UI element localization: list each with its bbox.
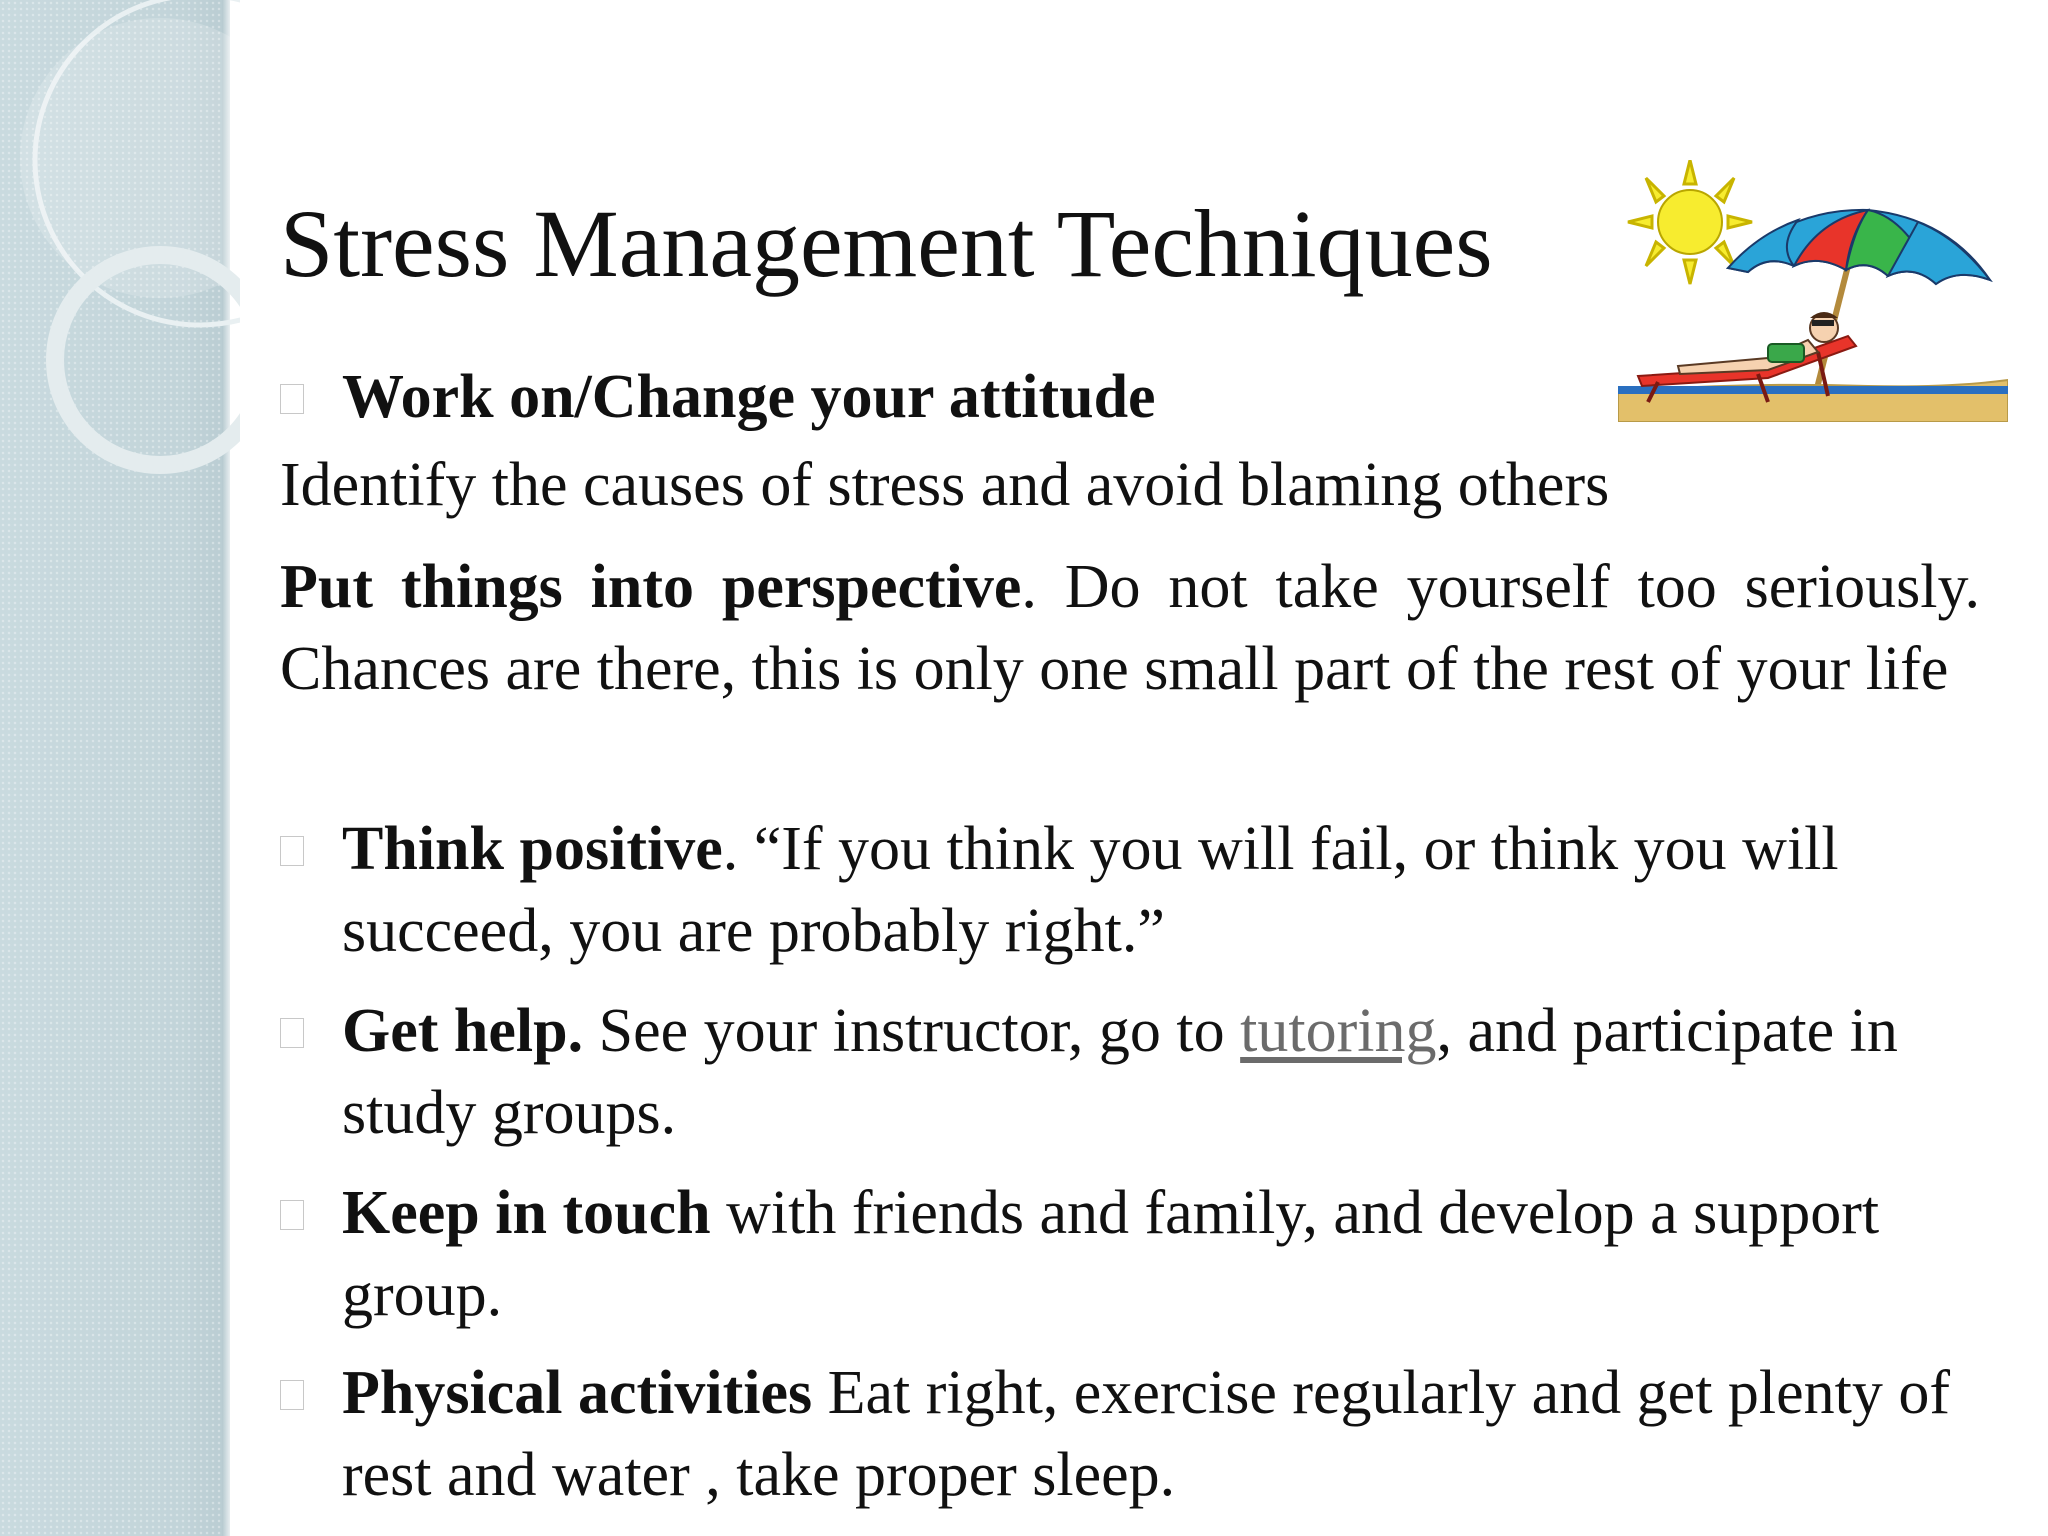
item-body: Eat right, exercise regularly and get plenty of rest and water , take proper sleep. <box>342 1359 1951 1509</box>
item-heading: Think positive <box>342 815 723 883</box>
bullet-box-icon <box>280 384 304 414</box>
list-item-text <box>342 1172 1982 1336</box>
item-heading: Physical activities <box>342 1359 813 1427</box>
item-heading: Work on/Change your attitude <box>342 363 1156 431</box>
umbrella-canopy <box>1728 210 1990 284</box>
item-heading: Keep in touch <box>342 1179 711 1247</box>
list-item-text <box>342 356 1982 438</box>
slide-title: Stress Management Techniques <box>280 190 1493 297</box>
list-item-text <box>342 990 1982 1154</box>
item-body-after: , and participate in study groups. <box>342 997 1898 1147</box>
tutoring-link[interactable]: tutoring <box>1240 997 1437 1065</box>
item-body: with friends and family, and develop a support group. <box>342 1179 1880 1329</box>
list-item-text <box>342 808 1982 972</box>
list-item-attitude <box>280 356 1980 438</box>
list-item-think-positive <box>280 808 1980 972</box>
item-body-before: See your instructor, go to <box>583 997 1241 1065</box>
bullet-box-icon <box>280 1018 304 1048</box>
item-body: . Do not take yourself too seriously. Chances are there, this is only one small part of the rest of your life <box>280 553 1981 703</box>
list-item-text <box>342 1352 1982 1516</box>
list-item-physical-activities <box>280 1352 1980 1516</box>
list-item-get-help <box>280 990 1980 1154</box>
paragraph-identify-causes: Identify the causes of stress and avoid blaming others <box>280 451 1610 519</box>
item-heading: Get help. <box>342 997 584 1065</box>
paragraph-perspective <box>280 546 1980 710</box>
bullet-box-icon <box>280 1200 304 1230</box>
decorative-rings <box>0 0 240 500</box>
item-body: . “If you think you will fail, or think you will succeed, you are probably right.” <box>342 815 1839 965</box>
list-item-keep-in-touch <box>280 1172 1980 1336</box>
bullet-box-icon <box>280 836 304 866</box>
item-heading: Put things into perspective <box>280 553 1022 621</box>
bullet-box-icon <box>280 1380 304 1410</box>
